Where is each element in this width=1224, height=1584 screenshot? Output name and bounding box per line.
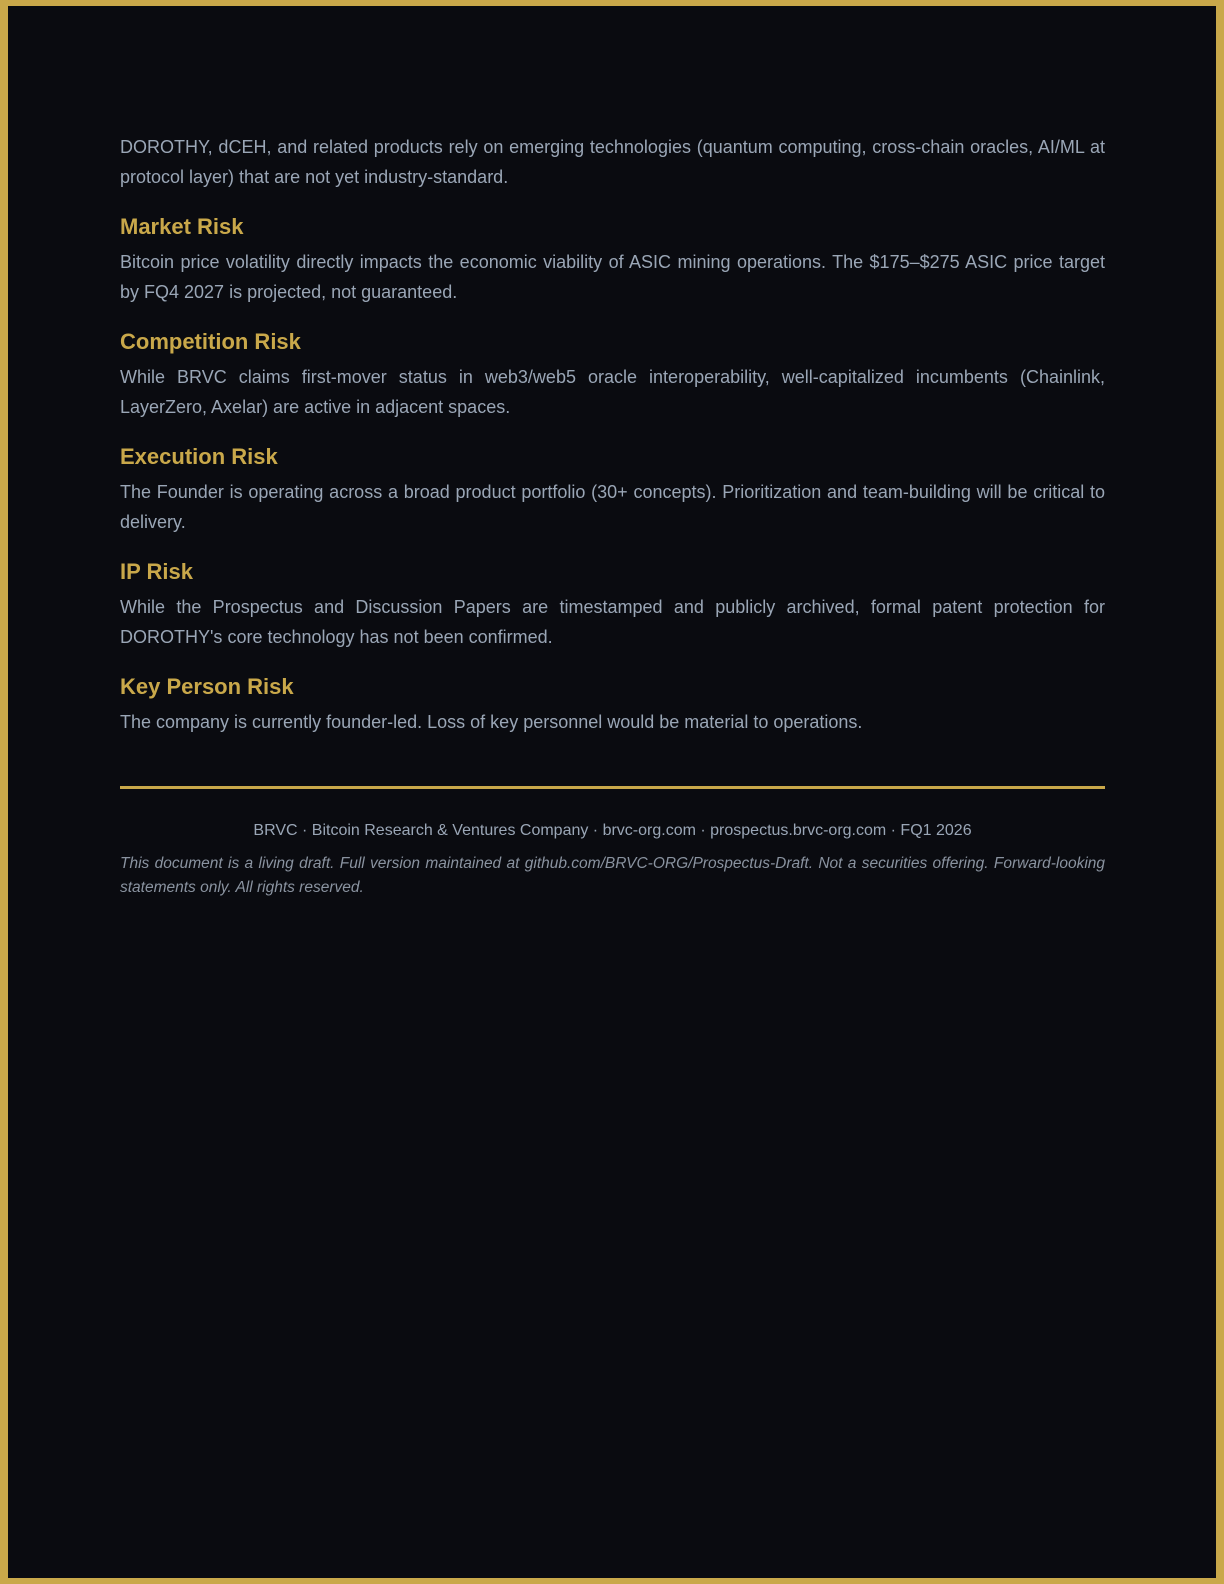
section-body: While the Prospectus and Discussion Papers are timestamped and publicly archived, formal patent protection for DOROTHY's core technology has not been confirmed. — [120, 597, 1105, 647]
section-key-person-risk — [120, 674, 1105, 737]
intro-paragraph: DOROTHY, dCEH, and related products rely on emerging technologies (quantum computing, cross-chain oracles, AI/ML at protocol layer) that are not yet industry-standard. — [120, 137, 1105, 187]
section-body: While BRVC claims first-mover status in web3/web5 oracle interoperability, well-capitalized incumbents (Chainlink, LayerZero, Axelar) are active in adjacent spaces. — [120, 367, 1105, 417]
section-heading: Competition Risk — [120, 329, 301, 354]
section-body: The Founder is operating across a broad product portfolio (30+ concepts). Prioritization and team-building will be critical to delivery. — [120, 482, 1105, 532]
section-market-risk — [120, 214, 1105, 307]
footer-disclaimer: This document is a living draft. Full version maintained at github.com/BRVC-ORG/Prospectus-Draft. Not a securities offering. Forward-looking statements only. All rights reserved. — [120, 855, 1105, 896]
section-ip-risk — [120, 559, 1105, 652]
footer-divider — [120, 786, 1105, 789]
section-execution-risk — [120, 444, 1105, 537]
section-heading: Market Risk — [120, 214, 244, 239]
footer-line: BRVC · Bitcoin Research & Ventures Company · brvc-org.com · prospectus.brvc-org.com · FQ1 2026 — [253, 822, 972, 839]
section-heading: Key Person Risk — [120, 674, 294, 699]
document-page — [8, 6, 1216, 1578]
section-body: Bitcoin price volatility directly impacts the economic viability of ASIC mining operations. The $175–$275 ASIC price target by FQ4 2027 is projected, not guaranteed. — [120, 252, 1105, 302]
section-heading: Execution Risk — [120, 444, 278, 469]
document-content — [120, 132, 1105, 900]
section-body: The company is currently founder-led. Loss of key personnel would be material to operations. — [120, 712, 863, 732]
section-heading: IP Risk — [120, 559, 193, 584]
section-competition-risk — [120, 329, 1105, 422]
